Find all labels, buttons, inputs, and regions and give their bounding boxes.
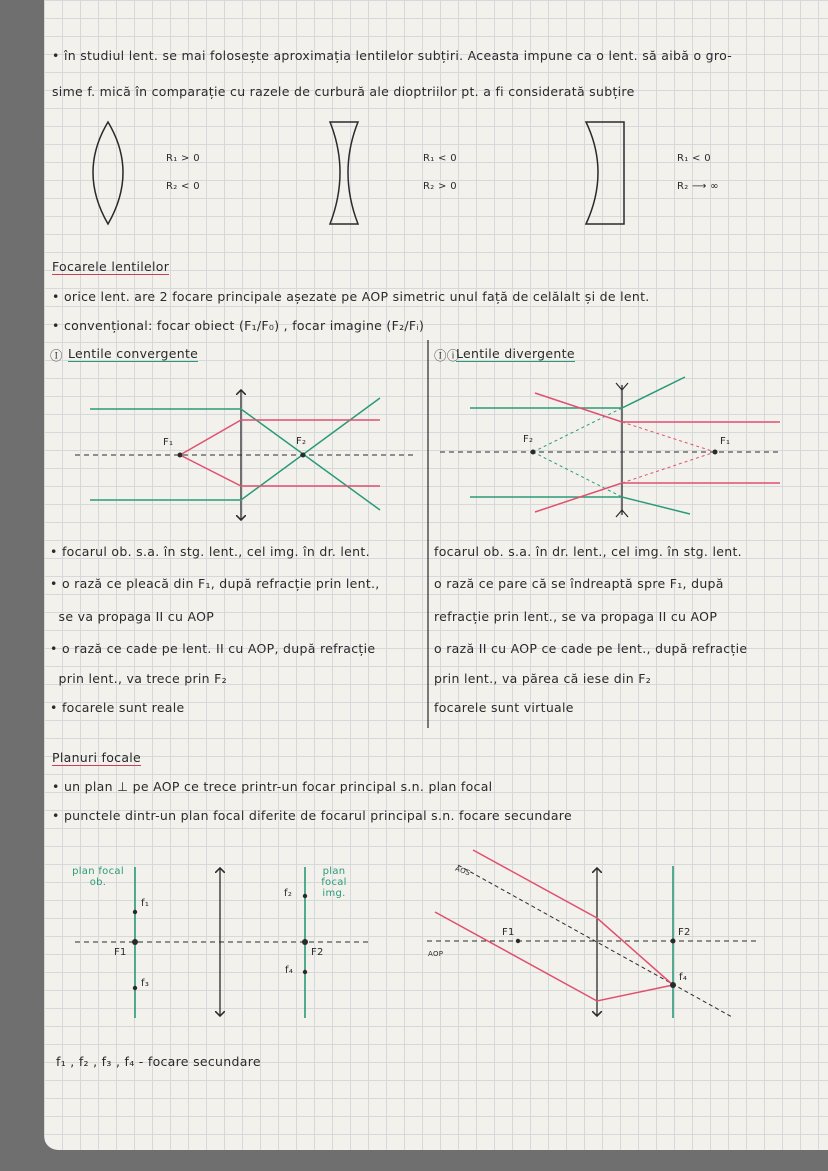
lens3-r1: R₁ < 0: [677, 153, 711, 164]
f4-label: f₄: [285, 965, 294, 976]
f2-label: f₂: [284, 888, 293, 899]
lens2-r2: R₂ > 0: [423, 181, 457, 192]
fig2-F2-label: F2: [678, 927, 691, 938]
conv-line: • o rază ce pleacă din F₁, după refracție prin lent.,: [50, 576, 380, 591]
biconvex-lens-icon: [93, 122, 123, 224]
lens3-r2: R₂ ⟶ ∞: [677, 181, 719, 192]
intro-line-1: • în studiul lent. se mai folosește aproximația lentilelor subțiri. Aceasta impune ca o lent. să aibă o gro-: [52, 48, 733, 63]
fig2-f4-label: f₄: [679, 972, 688, 983]
lens1-r1: R₁ > 0: [166, 153, 200, 164]
divergent-lens-diagram: [440, 377, 780, 517]
conv-f2-label: F₂: [296, 436, 307, 447]
planuri-title: Planuri focale: [52, 750, 142, 765]
F1-label: F1: [114, 947, 127, 958]
convergent-number: Ⓘ: [50, 348, 63, 363]
div-f1-label: F₁: [720, 436, 731, 447]
divergent-heading: Lentile divergente: [456, 346, 575, 361]
focare-title: Focarele lentilelor: [52, 259, 170, 274]
div-line: focarele sunt virtuale: [434, 700, 574, 715]
conv-line: prin lent., va trece prin F₂: [50, 671, 227, 686]
div-line: refracție prin lent., se va propaga II cu AOP: [434, 609, 718, 624]
conv-line: se va propaga II cu AOP: [50, 609, 215, 624]
conv-line: • focarele sunt reale: [50, 700, 185, 715]
planuri-bullet-1: • un plan ⊥ pe AOP ce trece printr-un focar principal s.n. plan focal: [52, 779, 493, 794]
convergent-lens-diagram: [75, 390, 415, 520]
lens2-r1: R₁ < 0: [423, 153, 457, 164]
div-line: o rază II cu AOP ce cade pe lent., după refracție: [434, 641, 748, 656]
plan-focal-ob-label: plan focal ob.: [72, 866, 124, 888]
intro-line-2: sime f. mică în comparație cu razele de curbură ale dioptriilor pt. a fi considerată subțire: [52, 84, 635, 99]
div-line: prin lent., va părea că iese din F₂: [434, 671, 652, 686]
plan-focal-img-label: plan focal img.: [321, 866, 347, 899]
focare-bullet-2: • convențional: focar obiect (F₁/F₀) , focar imagine (F₂/Fᵢ): [52, 318, 425, 333]
planuri-bullet-2: • punctele dintr-un plan focal diferite de focarul principal s.n. focare secundare: [52, 808, 572, 823]
secondary-focus-diagram: [427, 850, 760, 1018]
aos-label: AOS: [454, 864, 472, 878]
f3-label: f₃: [141, 978, 150, 989]
F2-label: F2: [311, 947, 324, 958]
div-f2-label: F₂: [523, 434, 534, 445]
divergent-number: Ⓘⓘ: [434, 348, 460, 363]
f1-label: f₁: [141, 898, 150, 909]
secondary-foci-note: f₁ , f₂ , f₃ , f₄ - focare secundare: [56, 1054, 261, 1069]
plano-concave-lens-icon: [586, 122, 624, 224]
conv-line: • focarul ob. s.a. în stg. lent., cel img. în dr. lent.: [50, 544, 370, 559]
lens1-r2: R₂ < 0: [166, 181, 200, 192]
conv-f1-label: F₁: [163, 437, 174, 448]
div-line: focarul ob. s.a. în dr. lent., cel img. în stg. lent.: [434, 544, 742, 559]
conv-line: • o rază ce cade pe lent. II cu AOP, după refracție: [50, 641, 376, 656]
div-line: o rază ce pare că se îndreaptă spre F₁, după: [434, 576, 724, 591]
convergent-heading: Lentile convergente: [68, 346, 199, 361]
focare-bullet-1: • orice lent. are 2 focare principale așezate pe AOP simetric unul față de celălalt și de lent.: [52, 289, 650, 304]
biconcave-lens-icon: [330, 122, 358, 224]
focal-planes-diagram: [75, 867, 370, 1018]
fig2-F1-label: F1: [502, 927, 515, 938]
aop-label: AOP: [428, 950, 444, 958]
